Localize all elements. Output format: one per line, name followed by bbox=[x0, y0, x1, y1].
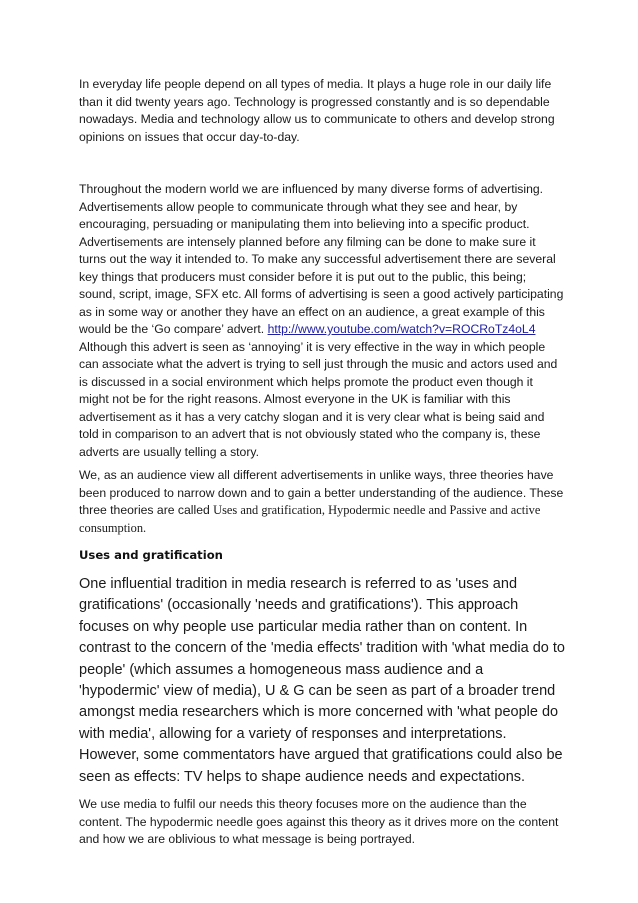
youtube-link[interactable]: http://www.youtube.com/watch?v=ROCRoTz4oL4 bbox=[267, 322, 536, 336]
advertising-text-after-link: Although this advert is seen as ‘annoying’ it is very effective in the way in which people can associate what the advert is trying to sell just through the music and actors used and is discussed in a social environment which helps promote the product even though it might not be for the right reasons. Almost everyone in the UK is familiar with this advertisement as it has a very catchy slogan and it is very clear what is being said and told in comparison to an advert that is not obviously stated who the company is, these adverts are usually telling a story. bbox=[79, 339, 558, 459]
theories-list-text: Uses and gratification, Hypodermic needle and Passive and active consumption. bbox=[79, 503, 541, 535]
intro-paragraph: In everyday life people depend on all types of media. It plays a huge role in our daily life than it did twenty years ago. Technology is progressed constantly and is so dependable nowadays. Media and technology allow us to communicate to others and develop strong opinions on issues that occur day-to-day. bbox=[79, 77, 555, 144]
section-heading: Uses and gratification bbox=[79, 548, 223, 562]
advertising-paragraph bbox=[79, 181, 565, 461]
uses-gratification-paragraph: One influential tradition in media research is referred to as 'uses and gratifications' (occasionally 'needs and gratifications'). This approach focuses on why people use particular media rather than on content. In contrast to the concern of the 'media effects' tradition with 'what media do to people' (which assumes a homogeneous mass audience and a 'hypodermic' view of media), U & G can be seen as part of a broader trend amongst media researchers which is more concerned with 'what people do with media', allowing for a variety of responses and interpretations. However, some commentators have argued that gratifications could also be seen as effects: TV helps to shape audience needs and expectations. bbox=[79, 576, 565, 785]
audience-theories-text: We, as an audience view all different advertisements in unlike ways, three theories have been produced to narrow down and to gain a better understanding of the audience. These three theories are called bbox=[79, 468, 564, 517]
advertising-text-before-link: Throughout the modern world we are influenced by many diverse forms of advertising. Advertisements allow people to communicate through what they see and hear, by encouraging, persuading or manipulating them into believing into a specific product. Advertisements are intensely planned before any filming can be done to make sure it turns out the way it intended to. To make any successful advertisement there are several key things that producers must consider before it is put out to the public, this being; sound, script, image, SFX etc. All forms of advertising is seen a good actively participating as in some way or another they have an effect on an audience, a great example of this would be the ‘Go compare’ advert. bbox=[79, 182, 564, 336]
closing-paragraph: We use media to fulfil our needs this theory focuses more on the audience than the content. The hypodermic needle goes against this theory as it drives more on the content and how we are oblivious to what message is being portrayed. bbox=[79, 797, 559, 847]
audience-theories-paragraph bbox=[79, 467, 565, 537]
document-page bbox=[79, 76, 565, 849]
